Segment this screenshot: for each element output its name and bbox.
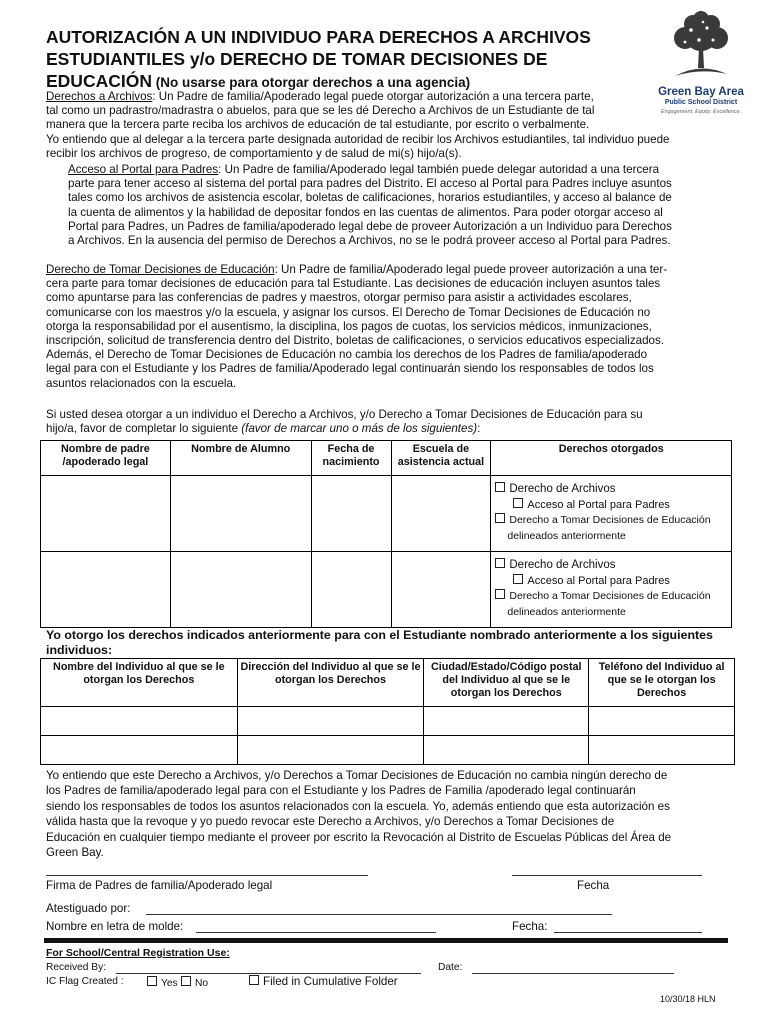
records-option-label: Derecho de Archivos — [509, 483, 616, 495]
parent-signature-field[interactable] — [46, 875, 368, 876]
ic-flag-no-option[interactable] — [181, 976, 208, 989]
records-option[interactable] — [495, 558, 731, 574]
page-title — [46, 26, 606, 94]
decisions-heading: Derecho de Tomar Decisiones de Educación — [46, 263, 275, 276]
decisions-line: cera parte para tomar decisiones de educación para tal Estudiante. Las decisiones de educación incluyen asuntos tales — [46, 277, 661, 291]
records-heading: Derechos a Archivos — [46, 90, 153, 103]
portal-line: : Un Padre de familia/Apoderado legal también puede delegar autoridad a una tercera — [218, 163, 660, 176]
ic-flag-yes-option[interactable] — [147, 976, 178, 989]
individual-phone-cell[interactable] — [589, 707, 735, 736]
office-date-field[interactable] — [472, 973, 674, 974]
instructions — [46, 408, 736, 436]
school-cell[interactable] — [391, 552, 491, 628]
witness-label: Atestiguado por: — [46, 902, 131, 915]
described-note: delineados anteriormente — [507, 605, 626, 618]
individual-city-cell[interactable] — [424, 736, 589, 765]
no-label: No — [195, 978, 209, 989]
header-school: Escuela de asistencia actual — [391, 441, 491, 476]
title-subtitle: (No usarse para otorgar derechos a una agencia) — [151, 75, 471, 90]
portal-line: Portal para Padres, un Padres de familia/apoderado legal debe de proveer Autorización a un Individuo para Derechos — [68, 219, 672, 233]
individual-phone-cell[interactable] — [589, 736, 735, 765]
portal-heading: Acceso al Portal para Padres — [68, 163, 219, 176]
yes-label: Yes — [161, 978, 178, 989]
checkbox-icon[interactable] — [513, 574, 523, 584]
records-line: recibir los archivos de progreso, de comportamiento y de salud de mi(s) hijo/a(s). — [46, 146, 462, 160]
understanding-line: siendo los responsables de todos los asuntos relacionados con la escuela. Yo, además entiendo que esta autorización es — [46, 799, 670, 813]
received-by-label: Received By: — [46, 962, 107, 973]
school-cell[interactable] — [391, 476, 491, 552]
decisions-para — [46, 263, 736, 277]
title-line-2: ESTUDIANTILES y/o DERECHO DE TOMAR DECISIONES DE — [46, 49, 548, 69]
described-note: delineados anteriormente — [507, 529, 626, 542]
decisions-option-label: Derecho a Tomar Decisiones de Educación — [509, 514, 711, 526]
portal-line: tales como los archivos de asistencia escolar, boletas de calificaciones, horarios estudiantiles, y acceso al balance de — [68, 191, 672, 205]
records-option[interactable] — [495, 482, 731, 498]
section-divider — [44, 938, 728, 943]
individual-name-cell[interactable] — [41, 707, 238, 736]
office-heading: For School/Central Registration Use: — [46, 947, 230, 959]
portal-section — [68, 163, 738, 248]
understanding-line: Yo entiendo que este Derecho a Archivos, y/o Derechos a Tomar Decisiones de Educación no cambia ningún derecho de — [46, 769, 668, 782]
decisions-line: comunicarse con los maestros y/o la escuela, y asignar los cursos. El Derecho de Tomar Decisiones de Educación no — [46, 305, 651, 319]
parent-name-cell[interactable] — [41, 552, 171, 628]
portal-para — [68, 163, 738, 177]
header-rights: Derechos otorgados — [491, 441, 732, 476]
understanding-line: los Padres de familia/apoderado legal para con el Estudiante y los Padres de Familia /apoderado legal continuarán — [46, 784, 636, 798]
print-name-field[interactable] — [196, 932, 436, 933]
portal-option[interactable] — [495, 498, 731, 514]
decisions-line: : Un Padre de familia/Apoderado legal puede proveer autorización a una ter- — [274, 263, 668, 276]
individual-address-cell[interactable] — [237, 707, 424, 736]
title-line-1: AUTORIZACIÓN A UN INDIVIDUO PARA DERECHOS A ARCHIVOS — [46, 27, 591, 47]
logo-name: Green Bay Area — [658, 86, 744, 98]
student-name-cell[interactable] — [170, 476, 311, 552]
header-individual-phone: Teléfono del Individuo al que se le otorgan los Derechos — [589, 659, 735, 707]
title-main: EDUCACIÓN — [46, 71, 152, 91]
individual-address-cell[interactable] — [237, 736, 424, 765]
checkbox-icon[interactable] — [147, 976, 157, 986]
rights-cell — [491, 552, 732, 628]
filed-label: Filed in Cumulative Folder — [263, 975, 398, 988]
records-section — [46, 90, 736, 161]
parent-signature-label: Firma de Padres de familia/Apoderado legal — [46, 879, 273, 892]
understanding-line: Green Bay. — [46, 846, 104, 860]
records-line: manera que la tercera parte reciba los archivos de educación de tal estudiante, por escrito o verbalmente. — [46, 118, 590, 132]
checkbox-icon[interactable] — [495, 558, 505, 568]
checkbox-icon[interactable] — [181, 976, 191, 986]
table-header-row — [41, 659, 735, 707]
decisions-option[interactable] — [495, 513, 731, 529]
tree-icon — [655, 10, 747, 86]
individual-name-cell[interactable] — [41, 736, 238, 765]
decisions-line: Además, el Derecho de Tomar Decisiones de Educación no cambia los derechos de los Padres de familia/apoderado — [46, 348, 648, 362]
parent-name-cell[interactable] — [41, 476, 171, 552]
birth-date-cell[interactable] — [311, 552, 391, 628]
filed-option[interactable] — [249, 975, 398, 989]
decisions-line: como apuntarse para las conferencias de padres y maestros, otorgar permiso para asistir a actividades escolares, — [46, 291, 632, 305]
received-by-field[interactable] — [116, 973, 421, 974]
individual-city-cell[interactable] — [424, 707, 589, 736]
individuals-table — [40, 658, 735, 765]
header-parent-name: Nombre de padre /apoderado legal — [41, 441, 171, 476]
portal-option-label: Acceso al Portal para Padres — [527, 574, 670, 587]
table-row — [41, 552, 732, 628]
checkbox-icon[interactable] — [495, 513, 505, 523]
student-rights-table — [40, 440, 732, 628]
rights-cell — [491, 476, 732, 552]
checkbox-icon[interactable] — [495, 482, 505, 492]
portal-option[interactable] — [495, 574, 731, 590]
records-option-label: Derecho de Archivos — [509, 559, 616, 571]
office-date-label: Date: — [438, 962, 463, 973]
witness-field[interactable] — [146, 914, 612, 915]
form-code: 10/30/18 HLN — [660, 994, 716, 1004]
checkbox-icon[interactable] — [495, 589, 505, 599]
decisions-option[interactable] — [495, 589, 731, 605]
header-individual-city: Ciudad/Estado/Código postal del Individuo al que se le otorgan los Derechos — [424, 659, 589, 707]
records-line: : Un Padre de familia/Apoderado legal puede otorgar autorización a una tercera parte, — [152, 90, 594, 103]
signature-date-label: Fecha — [577, 879, 610, 892]
records-para — [46, 90, 736, 104]
print-date-field[interactable] — [554, 932, 702, 933]
table-row — [41, 736, 735, 765]
portal-line: parte para tener acceso al sistema del portal para padres del Distrito. El acceso al Portal para Padres incluye asuntos — [68, 177, 672, 191]
ic-flag-label: IC Flag Created : — [46, 976, 124, 987]
records-line: tal como un padrastro/madrastra o abuelos, para que se les dé Derecho a Archivos de un Estudiante de tal — [46, 104, 595, 118]
understanding-line: válida hasta que la revoque y yo puedo revocar este Derecho a Archivos, y/o Derechos a Tomar Decisiones de — [46, 815, 615, 829]
birth-date-cell[interactable] — [311, 476, 391, 552]
signature-date-field[interactable] — [512, 875, 702, 876]
decisions-line: legal para con el Estudiante y los Padres de familia/Apoderado legal continuarán siendo los responsables de todos los — [46, 362, 654, 376]
instructions-colon: : — [477, 422, 481, 436]
instructions-line-1: Si usted desea otorgar a un individuo el Derecho a Archivos, y/o Derecho a Tomar Decisiones de Educación para su — [46, 408, 643, 421]
header-individual-name: Nombre del Individuo al que se le otorgan los Derechos — [41, 659, 238, 707]
instructions-line-2 — [46, 422, 736, 436]
print-date-label: Fecha: — [512, 920, 548, 933]
decisions-option-label: Derecho a Tomar Decisiones de Educación — [509, 590, 711, 602]
portal-option-label: Acceso al Portal para Padres — [527, 498, 670, 511]
header-birth-date: Fecha de nacimiento — [311, 441, 391, 476]
checkbox-icon[interactable] — [249, 975, 259, 985]
checkbox-icon[interactable] — [513, 498, 523, 508]
table-row — [41, 476, 732, 552]
understanding-section — [46, 768, 736, 860]
decisions-line: inscripción, solicitud de transferencia dentro del Distrito, boletas de calificaciones, o servicios educativos especializados. — [46, 334, 665, 348]
decisions-line: otorga la responsabilidad por el ausentismo, la disciplina, los pagos de cuotas, los servicios médicos, inmunizaciones, — [46, 319, 652, 333]
decisions-line: asuntos relacionados con la escuela. — [46, 376, 237, 390]
decisions-section — [46, 263, 736, 391]
grant-statement: Yo otorgo los derechos indicados anteriormente para con el Estudiante nombrado anteriormente a los siguientes individuos: — [46, 628, 713, 657]
table-header-row — [41, 441, 732, 476]
records-line: Yo entiendo que al delegar a la tercera parte designada autoridad de recibir los Archivos estudiantiles, tal individuo puede — [46, 132, 670, 146]
portal-line: a Archivos. En la ausencia del permiso de Derechos a Archivos, no se le podrá proveer acceso al Portal para Padres. — [68, 234, 671, 248]
understanding-line: Educación en cualquier tiempo mediante el proveer por escrito la Revocación al Distrito de Escuelas Públicas del Área de — [46, 830, 672, 844]
instructions-note: (favor de marcar uno o más de los siguientes) — [241, 422, 478, 436]
logo-district: Public School District — [664, 99, 738, 106]
header-individual-address: Dirección del Individuo al que se le otorgan los Derechos — [237, 659, 424, 707]
table-row — [41, 707, 735, 736]
instructions-text: hijo/a, favor de completar lo siguiente — [46, 422, 242, 436]
print-name-label: Nombre en letra de molde: — [46, 920, 184, 933]
header-student-name: Nombre de Alumno — [170, 441, 311, 476]
logo-tagline: Engagement. Equity. Excellence. — [660, 109, 742, 115]
portal-line: la cuenta de alimentos y la habilidad de depositar fondos en las cuentas de alimentos. Para poder otorgar acceso al — [68, 205, 663, 219]
student-name-cell[interactable] — [170, 552, 311, 628]
